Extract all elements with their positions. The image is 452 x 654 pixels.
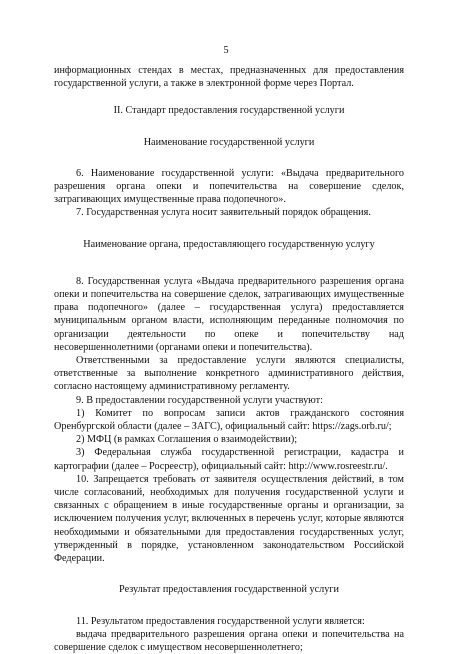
paragraph: 3) Федеральная служба государственной регистрации, кадастра и картографии (далее – Росреестр), официальный сайт: http://www.rosreestr.ru/. xyxy=(54,447,404,472)
paragraph: Ответственными за предоставление услуги являются специалисты, ответственные за выполнение конкретного административного действия, согласно настоящему административному регламенту. xyxy=(54,355,404,393)
paragraph: 9. В предоставлении государственной услуги участвуют: xyxy=(76,394,323,406)
paragraph: 11. Результатом предоставления государственной услуги является: xyxy=(76,615,365,627)
document-body xyxy=(54,64,404,654)
paragraph: информационных стендах в местах, предназначенных для предоставления государственной услуги, а также в электронной форме через Портал. xyxy=(54,65,404,90)
paragraph: 2) МФЦ (в рамках Соглашения о взаимодействии); xyxy=(76,434,298,446)
paragraph: 8. Государственная услуга «Выдача предварительного разрешения органа опеки и попечительства на совершение сделок, затрагивающих имущественные права подопечного» (далее – государственная услуга) предоставляется муниципальным органом власти, исполняющим переданные полномочия по организации деятельности по опеке и попечительству над несовершеннолетними (органами опеки и попечительства). xyxy=(54,275,404,353)
section-heading: Наименование государственной услуги xyxy=(143,136,315,148)
section-heading: Результат предоставления государственной услуги xyxy=(119,584,339,596)
paragraph: 6. Наименование государственной услуги: «Выдача предварительного разрешения органа опеки и попечительства на совершение сделок, затрагивающих имущественные права подопечного». xyxy=(54,167,404,206)
paragraph: 7. Государственная услуга носит заявительный порядок обращения. xyxy=(76,207,371,219)
paragraph: 1) Комитет по вопросам записи актов гражданского состояния Оренбургской области (далее – ЗАГС), официальный сайт: https://zags.orb.ru/; xyxy=(54,407,404,433)
paragraph: 10. Запрещается требовать от заявителя осуществления действий, в том числе согласований, необходимых для получения государственной услуги и связанных с обращением в иные государственные органы и организации, за исключением получения услуг, включенных в перечень услуг, которые являются необходимыми и обязательными для предоставления государственных услуг, утвержденный в порядке, установленном законодательством Российской Федерации. xyxy=(54,473,404,565)
paragraph: выдача предварительного разрешения органа опеки и попечительства на совершение сделок с имуществом несовершеннолетнего; xyxy=(54,628,404,653)
section-heading: Наименование органа, предоставляющего государственную услугу xyxy=(83,238,375,250)
section-heading: II. Стандарт предоставления государственной услуги xyxy=(113,105,345,117)
page-number: 5 xyxy=(223,45,229,56)
